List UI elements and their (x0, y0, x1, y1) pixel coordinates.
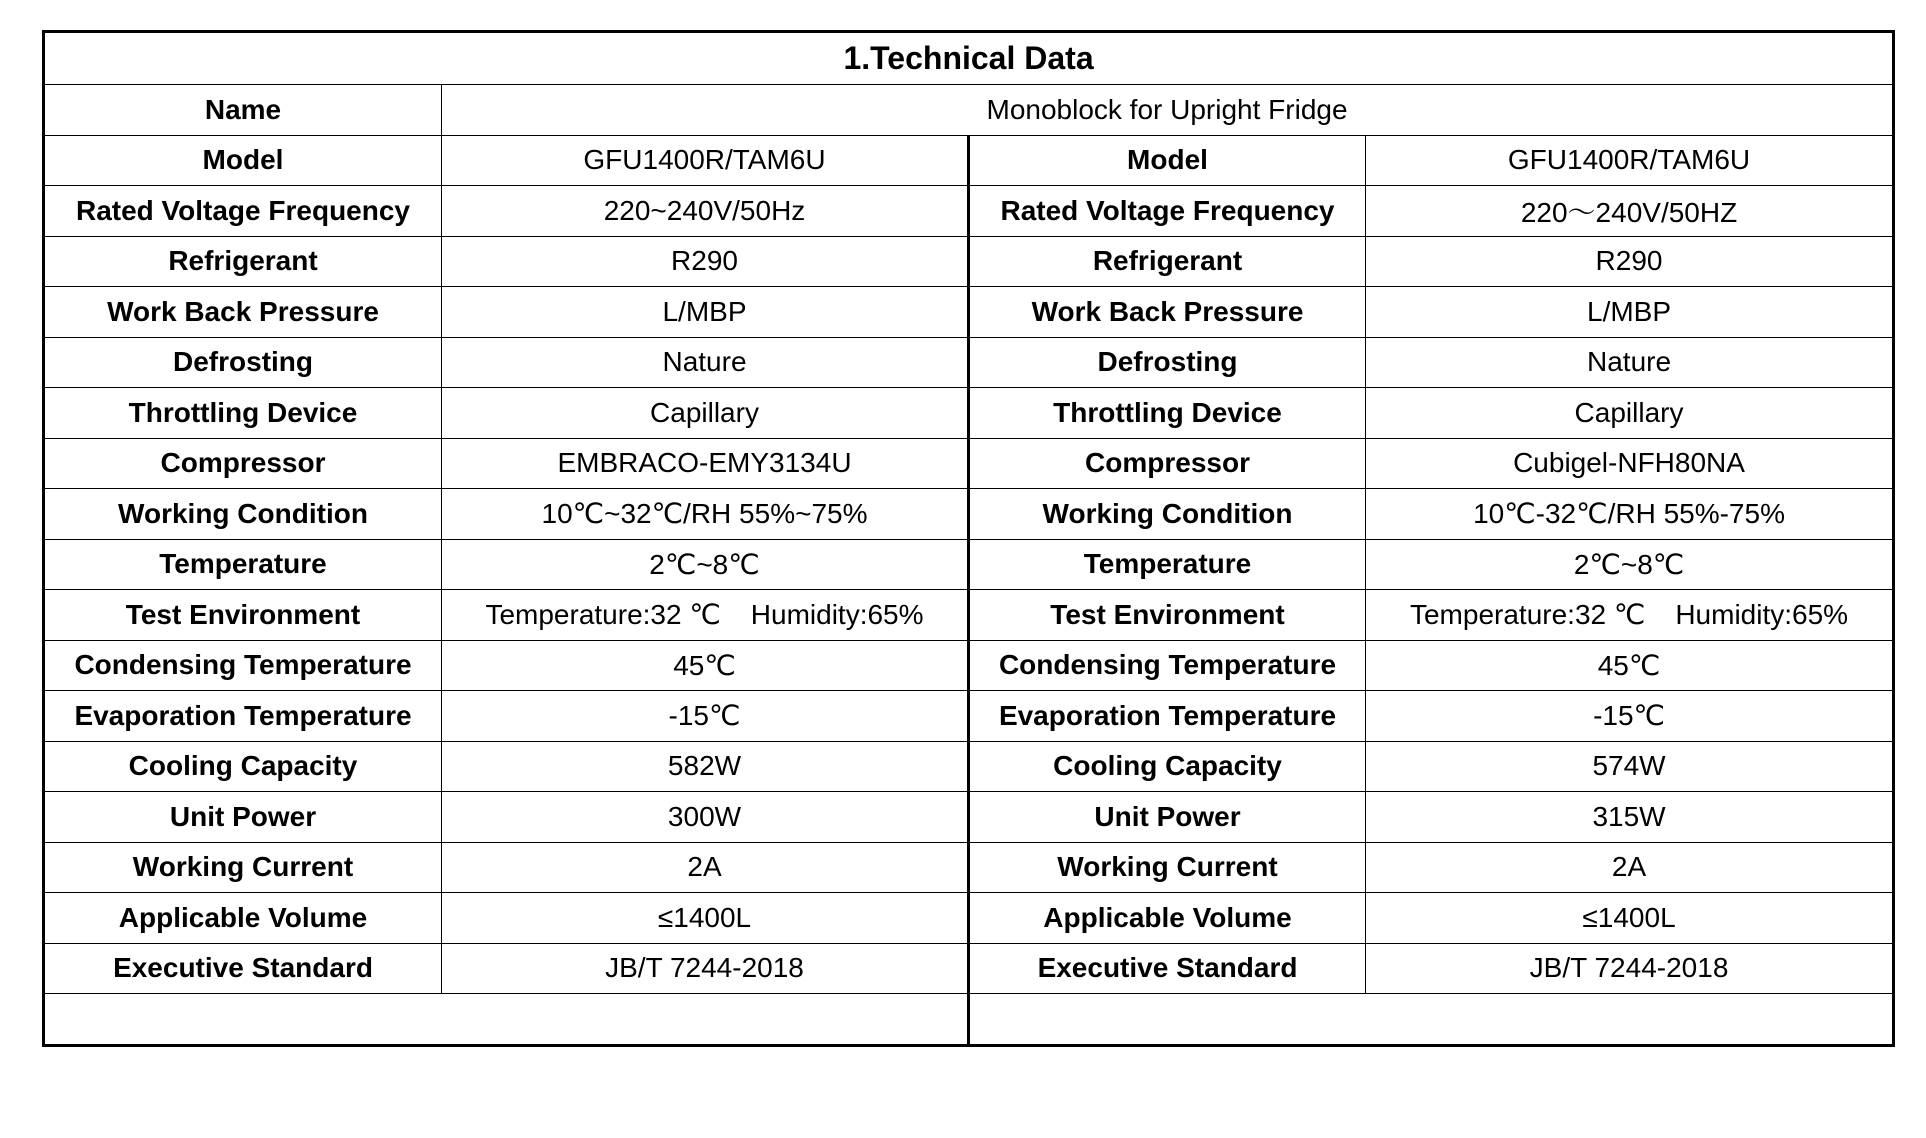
right-spec-value: -15℃ (1366, 691, 1894, 742)
left-spec-value: 45℃ (442, 640, 969, 691)
left-spec-value: 2A (442, 842, 969, 893)
empty-cell-left (44, 994, 969, 1046)
right-spec-label: Defrosting (969, 337, 1366, 388)
left-spec-value: L/MBP (442, 287, 969, 338)
empty-row (44, 994, 1894, 1046)
right-spec-value: Nature (1366, 337, 1894, 388)
left-spec-label: Executive Standard (44, 943, 442, 994)
left-spec-label: Rated Voltage Frequency (44, 186, 442, 237)
right-spec-value: 220～240V/50HZ (1366, 186, 1894, 237)
name-label: Name (44, 85, 442, 136)
left-spec-value: JB/T 7244-2018 (442, 943, 969, 994)
table-row (44, 842, 1894, 893)
right-spec-label: Test Environment (969, 590, 1366, 641)
right-spec-label: Cooling Capacity (969, 741, 1366, 792)
left-spec-value: 220~240V/50Hz (442, 186, 969, 237)
right-spec-label: Compressor (969, 438, 1366, 489)
left-spec-value: 10℃~32℃/RH 55%~75% (442, 489, 969, 540)
left-spec-value: EMBRACO-EMY3134U (442, 438, 969, 489)
name-row (44, 85, 1894, 136)
right-spec-label: Working Condition (969, 489, 1366, 540)
right-spec-value: 2℃~8℃ (1366, 539, 1894, 590)
right-spec-value: 315W (1366, 792, 1894, 843)
technical-data-sheet (42, 30, 1892, 1047)
left-spec-value: 582W (442, 741, 969, 792)
table-row (44, 186, 1894, 237)
left-spec-label: Refrigerant (44, 236, 442, 287)
left-spec-value: GFU1400R/TAM6U (442, 135, 969, 186)
table-row (44, 337, 1894, 388)
left-spec-label: Work Back Pressure (44, 287, 442, 338)
right-spec-label: Evaporation Temperature (969, 691, 1366, 742)
left-spec-label: Unit Power (44, 792, 442, 843)
left-spec-value: Capillary (442, 388, 969, 439)
right-spec-value: Cubigel-NFH80NA (1366, 438, 1894, 489)
right-spec-value: GFU1400R/TAM6U (1366, 135, 1894, 186)
right-spec-label: Condensing Temperature (969, 640, 1366, 691)
right-spec-value: 574W (1366, 741, 1894, 792)
right-spec-value: 45℃ (1366, 640, 1894, 691)
table-row (44, 489, 1894, 540)
left-spec-label: Working Current (44, 842, 442, 893)
empty-cell-right (969, 994, 1894, 1046)
right-spec-value: L/MBP (1366, 287, 1894, 338)
right-spec-value: 10℃-32℃/RH 55%-75% (1366, 489, 1894, 540)
table-row (44, 640, 1894, 691)
table-row (44, 388, 1894, 439)
left-spec-label: Model (44, 135, 442, 186)
right-spec-label: Temperature (969, 539, 1366, 590)
left-test-temperature: Temperature:32 ℃ (485, 599, 721, 631)
name-value: Monoblock for Upright Fridge (442, 85, 1894, 136)
left-spec-label: Test Environment (44, 590, 442, 641)
right-spec-label: Model (969, 135, 1366, 186)
table-row (44, 287, 1894, 338)
right-spec-value: Capillary (1366, 388, 1894, 439)
left-test-humidity: Humidity:65% (750, 599, 924, 631)
right-spec-value: ≤1400L (1366, 893, 1894, 944)
right-spec-value: JB/T 7244-2018 (1366, 943, 1894, 994)
left-spec-label: Throttling Device (44, 388, 442, 439)
left-spec-label: Evaporation Temperature (44, 691, 442, 742)
right-spec-label: Working Current (969, 842, 1366, 893)
right-spec-label: Executive Standard (969, 943, 1366, 994)
right-spec-value: R290 (1366, 236, 1894, 287)
table-row (44, 135, 1894, 186)
left-spec-label: Condensing Temperature (44, 640, 442, 691)
left-spec-value: 2℃~8℃ (442, 539, 969, 590)
left-spec-value: Nature (442, 337, 969, 388)
left-spec-value: -15℃ (442, 691, 969, 742)
table-row (44, 792, 1894, 843)
table-row (44, 438, 1894, 489)
right-spec-label: Applicable Volume (969, 893, 1366, 944)
right-spec-label: Throttling Device (969, 388, 1366, 439)
title-row (44, 32, 1894, 85)
left-spec-value: ≤1400L (442, 893, 969, 944)
left-spec-label: Compressor (44, 438, 442, 489)
left-spec-label: Working Condition (44, 489, 442, 540)
right-test-humidity: Humidity:65% (1675, 599, 1849, 631)
right-spec-value: 2A (1366, 842, 1894, 893)
left-spec-label: Cooling Capacity (44, 741, 442, 792)
table-row (44, 691, 1894, 742)
left-spec-label: Temperature (44, 539, 442, 590)
table-row (44, 539, 1894, 590)
right-spec-label: Rated Voltage Frequency (969, 186, 1366, 237)
left-spec-label: Applicable Volume (44, 893, 442, 944)
table-row (44, 236, 1894, 287)
right-spec-label: Refrigerant (969, 236, 1366, 287)
left-spec-value (442, 590, 969, 641)
right-spec-label: Unit Power (969, 792, 1366, 843)
table-row (44, 741, 1894, 792)
technical-data-table (42, 30, 1895, 1047)
right-test-temperature: Temperature:32 ℃ (1409, 599, 1646, 631)
right-spec-label: Work Back Pressure (969, 287, 1366, 338)
left-spec-label: Defrosting (44, 337, 442, 388)
table-row (44, 943, 1894, 994)
left-spec-value: 300W (442, 792, 969, 843)
left-spec-value: R290 (442, 236, 969, 287)
table-title: 1.Technical Data (44, 32, 1894, 85)
table-row (44, 590, 1894, 641)
table-row (44, 893, 1894, 944)
table-body (44, 32, 1894, 1046)
right-spec-value (1366, 590, 1894, 641)
